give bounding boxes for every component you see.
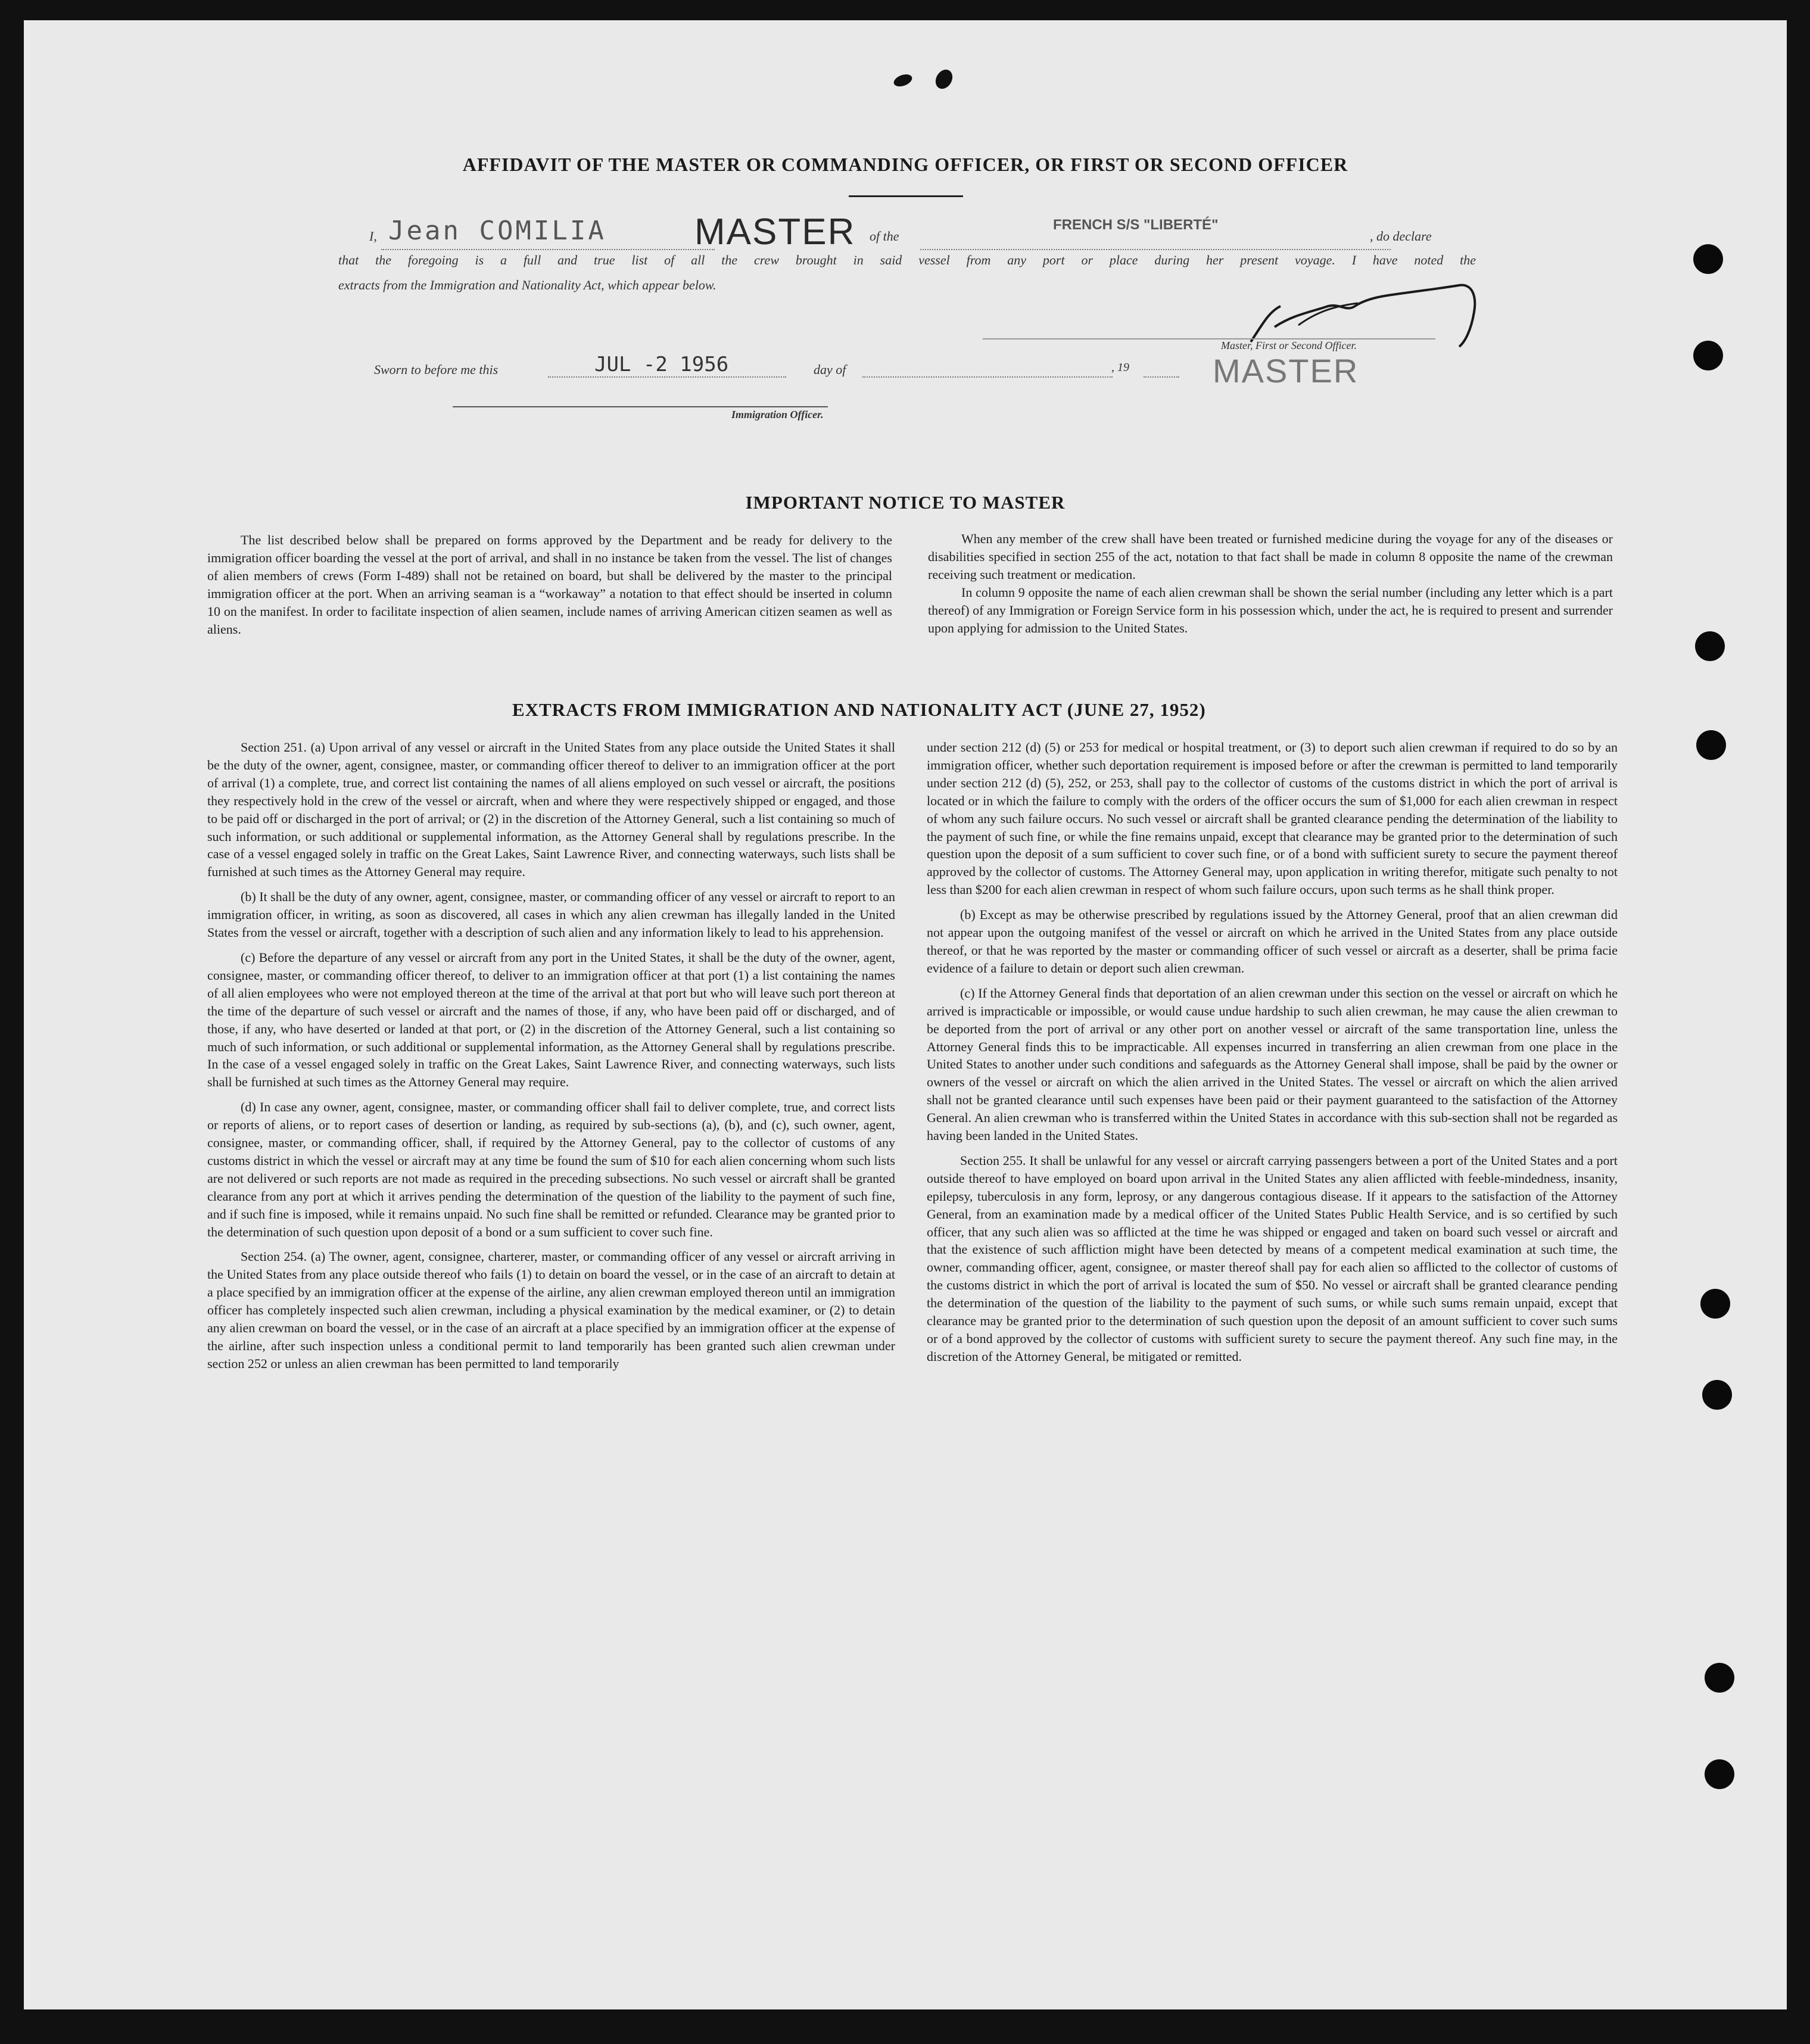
vessel-name: FRENCH S/S "LIBERTÉ": [1053, 217, 1219, 233]
signature-caption: Master, First or Second Officer.: [1221, 339, 1357, 351]
extracts-right-column: [927, 739, 1618, 1373]
document-page: [24, 20, 1787, 2009]
punch-hole: [1693, 244, 1723, 274]
day-of-label: day of: [814, 362, 846, 377]
officer-signature-line: [453, 406, 828, 407]
section-254-b: (b) Except as may be otherwise prescribed by regulations issued by the Attorney General, proof that an alien crewman did not appear upon the outgoing manifest of the vessel or aircraft on which he arrived in the United States from any place outside thereof, or that he was reported by the master or commanding officer of such vessel or aircraft as a deserter, shall be prima facie evidence of a failure to detain or deport such alien crewman.: [927, 907, 1618, 976]
section-254-a-continued: under section 212 (d) (5) or 253 for medical or hospital treatment, or (3) to deport such alien crewman if required to do so by an immigration officer, whether such deportation requirement is imposed before or after the crewman is permitted to land temporarily under section 212 (d) (5), 252, or 253, shall pay to the collector of customs of the customs district in which the port of arrival is located or in which the failure to comply with the orders of the officer occurs the sum of $1,000 for each alien crewman in respect of whom any such failure occurs. No such vessel or aircraft shall be granted clearance pending the determination of the liability to the payment of such fine, or while the fine remains unpaid, except that clearance may be granted prior to the determination of such question upon the deposit of a sum sufficient to cover such fine, or of a bond with sufficient surety to secure the payment thereof approved by the collector of customs. The Attorney General may, upon application in writing therefor, mitigate such penalty to not less than $200 for each alien crewman in respect of whom such failure occurs, upon such terms as he shall think proper.: [927, 740, 1618, 898]
punch-hole: [1705, 1759, 1734, 1789]
punch-hole: [1695, 631, 1725, 661]
extracts-title: EXTRACTS FROM IMMIGRATION AND NATIONALITY ACT (JUNE 27, 1952): [512, 699, 1206, 720]
title-divider: [849, 195, 963, 197]
statement-line-2: extracts from the Immigration and Nationality Act, which appear below.: [338, 278, 716, 292]
vessel-line: [920, 249, 1391, 250]
signature-line: [983, 338, 1435, 339]
notice-left-column: [207, 531, 892, 646]
section-254-c: (c) If the Attorney General finds that deportation of an alien crewman under this section on the vessel or aircraft on which he arrived is impracticable or impossible, or would cause undue hardship to such alien crewman, he may cause the alien crewman to be deported from the port of arrival or any other port on another vessel or aircraft of the same transportation line, unless the Attorney General finds this to be impracticable. All expenses incurred in transferring an alien crewman from one place in the United States to another under such conditions and safeguards as the Attorney General shall impose, shall be paid by the owner or owners of the vessel or aircraft on which the alien arrived in the United States. The vessel or aircraft on which the alien arrived shall not be granted clearance until such expenses have been paid or their payment guaranteed to the satisfaction of the Attorney General. An alien crewman who is transferred within the United States in accordance with this sub-section shall not be regarded as having been landed in the United States.: [927, 985, 1618, 1143]
sworn-date-line: [548, 376, 786, 378]
rank-stamp: MASTER: [694, 211, 856, 253]
section-251-c: (c) Before the departure of any vessel or aircraft from any port in the United States, it shall be the duty of the owner, agent, consignee, master, or commanding officer thereof, to deliver to an immigration officer at that port (1) a list containing the names of all alien employees who were not employed thereon at the time of the arrival at that port but who will leave such port thereon at the time of the departure of such vessel or aircraft and the names of those, if any, who have been paid off or discharged, and of those, if any, who have deserted or landed at that port, or (2) in the discretion of the Attorney General, such a list containing so much of such information, or such additional or supplemental information, as the Attorney General shall by regulations prescribe. In the case of a vessel engaged solely in traffic on the Great Lakes, Saint Lawrence River, and connecting waterways, such lists shall be furnished at such times as the Attorney General may require.: [207, 949, 895, 1090]
i-label: I,: [369, 229, 377, 244]
notice-right-paragraph-1: When any member of the crew shall have been treated or furnished medicine during the voyage for any of the diseases or disabilities specified in section 255 of the act, notation to that fact shall be made in column 8 opposite the name of the crewman receiving such treatment or medication.: [928, 531, 1613, 582]
punch-hole: [1700, 1289, 1730, 1319]
name-line: [381, 249, 715, 250]
notice-right-column: [928, 530, 1613, 644]
month-line: [862, 376, 1113, 378]
statement-line-1: that the foregoing is a full and true list of all the crew brought in said vessel from any port or place during her present voyage. I have noted the: [338, 253, 1476, 267]
signature-stamp: MASTER: [1213, 352, 1359, 390]
notice-right-paragraph-2: In column 9 opposite the name of each alien crewman shall be shown the serial number (including any letter which is a part thereof) of any Immigration or Foreign Service form in his possession which, under the act, he is required to present and surrender upon applying for admission to the United States.: [928, 585, 1613, 635]
do-declare-label: , do declare: [1370, 229, 1432, 244]
master-name: Jean COMILIA: [388, 216, 606, 246]
sworn-label: Sworn to before me this: [374, 362, 499, 377]
ink-smudge: [932, 67, 956, 92]
section-251-a: Section 251. (a) Upon arrival of any vessel or aircraft in the United States from any place outside the United States it shall be the duty of the owner, agent, consignee, master, or commanding officer thereof to deliver to an immigration officer at the port of arrival (1) a complete, true, and correct list containing the names of all aliens employed on such vessel or aircraft, the positions they respectively hold in the crew of the vessel or aircraft, when and where they were respectively shipped or engaged, and those to be paid off or discharged in the port of arrival; or (2) in the discretion of the Attorney General, such a list containing so much of such information, or such additional or supplemental information, as the Attorney General shall by regulations prescribe. In the case of a vessel engaged solely in traffic on the Great Lakes, Saint Lawrence River, and connecting waterways, such lists shall be furnished at such times as the Attorney General may require.: [207, 740, 895, 880]
affidavit-title: AFFIDAVIT OF THE MASTER OR COMMANDING OFFICER, OR FIRST OR SECOND OFFICER: [462, 154, 1348, 175]
ink-smudge: [892, 72, 914, 89]
notice-left-paragraph: The list described below shall be prepared on forms approved by the Department and be ready for delivery to the immigration officer boarding the vessel at the port of arrival, and shall in no instance be taken from the vessel. The list of changes of alien members of crews (Form I-489) shall not be retained on board, but shall be delivered by the master to the principal immigration officer at the port. When an arriving seaman is a “workaway” a notation to that effect should be inserted in column 10 on the manifest. In order to facilitate inspection of alien seamen, include names of arriving American citizen seamen as well as aliens.: [207, 532, 892, 637]
section-255: Section 255. It shall be unlawful for any vessel or aircraft carrying passengers between a port of the United States and a port outside thereof to have employed on board upon arrival in the United States any alien afflicted with feeble-mindedness, insanity, epilepsy, tuberculosis in any form, leprosy, or any dangerous contagious disease. If it appears to the satisfaction of the Attorney General, from an examination made by a medical officer of the United States Public Health Service, and is so certified by such officer, that any such alien was so afflicted at the time he was shipped or engaged and taken on board such vessel or aircraft and that the existence of such affliction might have been detected by means of a competent medical examination at such time, the owner, commanding officer, agent, consignee, or master thereof shall pay for each alien so afflicted to the collector of customs of the customs district in which the port of arrival is located the sum of $50. No vessel or aircraft shall be granted clearance pending the determination of the question of the liability to the payment of such sums, or while such sums remain unpaid, except that clearance may be granted prior to the determination of such question upon the deposit of an amount sufficient to cover such sums or of a bond approved by the collector of customs with sufficient surety to secure the payment thereof. Any such fine may, in the discretion of the Attorney General, be mitigated or remitted.: [927, 1152, 1618, 1364]
of-the-label: of the: [870, 229, 899, 244]
punch-hole: [1702, 1380, 1732, 1410]
immigration-officer-caption: Immigration Officer.: [731, 409, 824, 420]
punch-hole: [1693, 341, 1723, 370]
year-line: [1144, 376, 1179, 378]
punch-hole: [1696, 730, 1726, 760]
section-254-a: Section 254. (a) The owner, agent, consignee, charterer, master, or commanding officer of any vessel or aircraft arriving in the United States from any place outside thereof who fails (1) to detain on board the vessel, or in the case of an aircraft to detain at a place specified by an immigration officer at the expense of the airline, any alien crewman employed thereon until an immigration officer has completely inspected such alien crewman, including a physical examination by the medical examiner, or (2) to detain any alien crewman on board the vessel, or in the case of an aircraft at a place specified by an immigration officer at the expense of the airline, after such inspection unless a conditional permit to land temporarily has been granted such alien crewman under section 252 or unless an alien crewman has been permitted to land temporarily: [207, 1249, 895, 1371]
section-251-b: (b) It shall be the duty of any owner, agent, consignee, master, or commanding officer of any vessel or aircraft to report to an immigration officer, in writing, as soon as discovered, all cases in which any alien crewman has illegally landed in the United States from the vessel or aircraft, together with a description of such alien and any information likely to lead to his apprehension.: [207, 889, 895, 940]
punch-hole: [1705, 1663, 1734, 1693]
sworn-date: JUL -2 1956: [594, 353, 729, 376]
year-label: , 19: [1111, 361, 1129, 374]
extracts-left-column: [207, 739, 895, 1380]
notice-title: IMPORTANT NOTICE TO MASTER: [745, 492, 1066, 513]
section-251-d: (d) In case any owner, agent, consignee, master, or commanding officer shall fail to deliver complete, true, and correct lists or reports of aliens, or to report cases of desertion or landing, as required by sub-sections (a), (b), and (c), such owner, agent, consignee, master, or commanding officer, shall, if required by the Attorney General, pay to the collector of customs of any customs district in which the vessel or aircraft may at any time be found the sum of $10 for each alien concerning whom such lists are not delivered or such reports are not made as required in the preceding subsections. No such vessel or aircraft shall be granted clearance from any port at which it arrives pending the determination of the question of the liability to the payment of such fine, and if such fine is imposed, while it remains unpaid. No such fine shall be remitted or refunded. Clearance may be granted prior to the determination of such question upon deposit of a bond or a sum sufficient to cover such fine.: [207, 1099, 895, 1239]
